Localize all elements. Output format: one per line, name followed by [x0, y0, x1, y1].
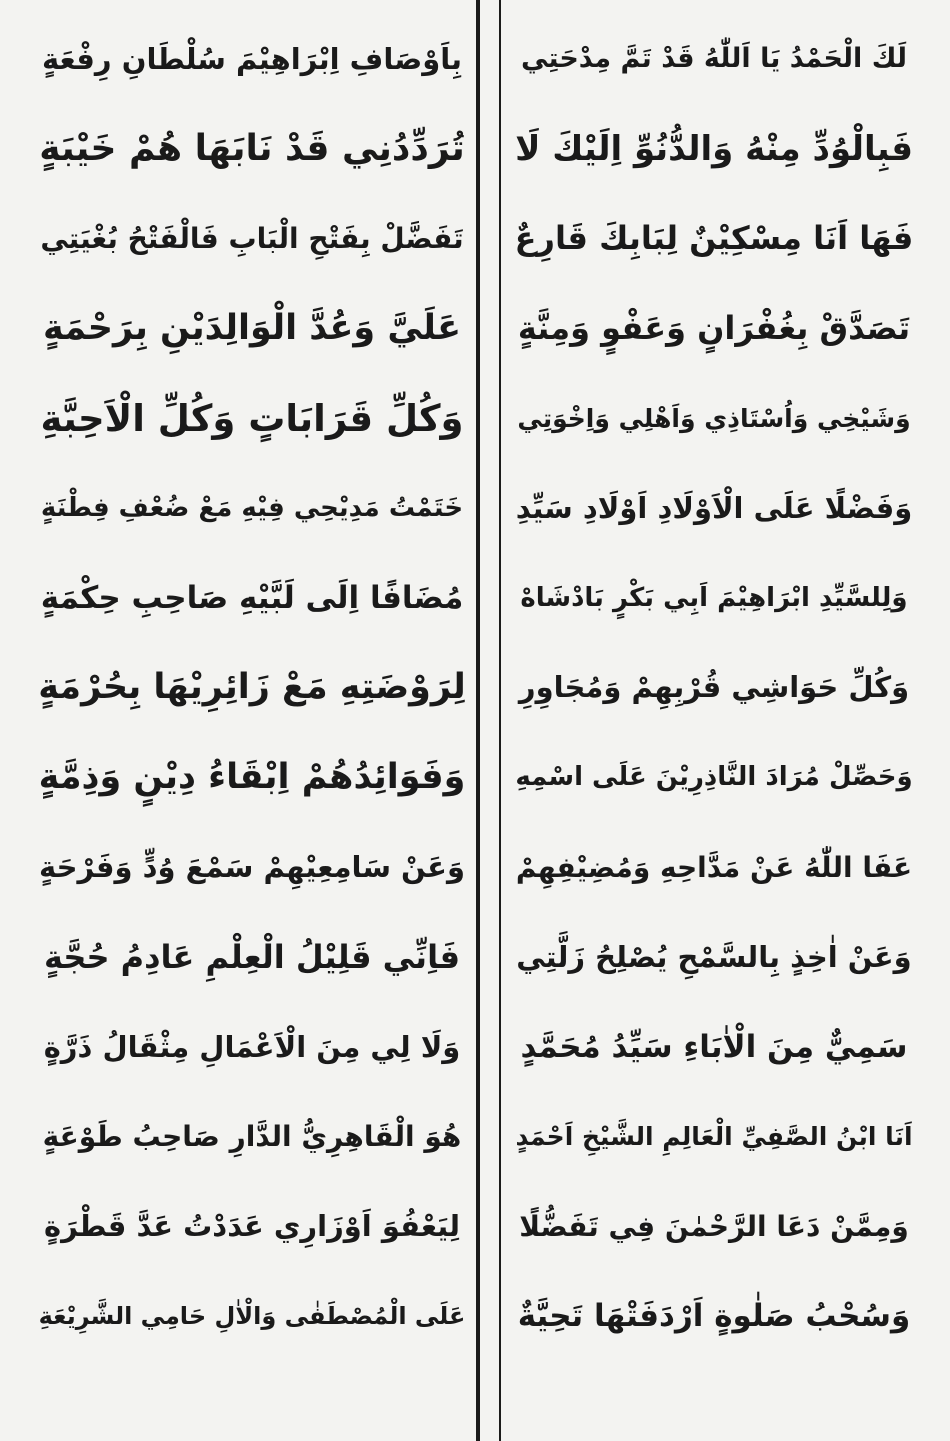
verse-line: تَفَضَّلْ بِفَتْحِ الْبَابِ فَالْفَتْحُ بُغْيَتِي [40, 221, 464, 255]
verse-line: وَعَنْ اٰخِذٍ بِالسَّمْحِ يُصْلِحُ زَلَّتِي [516, 939, 912, 974]
column-divider-rule [499, 0, 501, 1441]
verse-line: وَسُحْبُ صَلٰوةٍ اَرْدَفَتْهَا تَحِيَّةٌ [517, 1298, 911, 1335]
column-divider-rule [476, 0, 480, 1441]
verse-line: مُضَافًا اِلَى لَبَّيْهِ صَاحِبِ حِكْمَةٍ [40, 579, 464, 616]
verse-line: اَنَا ابْنُ الصَّفِيِّ الْعَالِمِ الشَّيْخِ اَحْمَدٍ [515, 1121, 913, 1151]
verse-line: وَمِمَّنْ دَعَا الرَّحْمٰنَ فِي تَفَضُّلًا [519, 1209, 909, 1243]
verse-line: هُوَ الْقَاهِرِيُّ الدَّارِ صَاحِبُ طَوْعَةٍ [42, 1119, 462, 1153]
verse-line: لِيَعْفُوَ اَوْزَارِي عَدَدْتُ عَدَّ قَطْرَةٍ [44, 1209, 460, 1244]
verse-line: فَاِنِّي قَلِيْلُ الْعِلْمِ عَادِمُ حُجَّةٍ [43, 937, 461, 976]
verse-line: عَلَى الْمُصْطَفٰى وَالْاٰلِ حَامِي الشَّرِيْعَةِ [38, 1302, 466, 1331]
left-verse-column [38, 0, 466, 1441]
verse-line: وَشَيْخِي وَاُسْتَاذِي وَاَهْلِي وَاِخْوَتِي [517, 403, 911, 433]
verse-line: وَفَوَائِدُهُمْ اِبْقَاءُ دِيْنٍ وَذِمَّةٍ [38, 757, 466, 798]
verse-line: وَلِلسَّيِّدِ ابْرَاهِيْمَ اَبِي بَكْرٍ بَادْشَاهْ [520, 582, 908, 613]
right-verse-column [515, 0, 913, 1441]
verse-line: فَهَا اَنَا مِسْكِيْنٌ لِبَابِكَ قَارِعٌ [514, 219, 914, 258]
verse-line: فَبِالْوُدِّ مِنْهُ وَالدُّنُوِّ اِلَيْكَ لَا [515, 128, 913, 169]
verse-line: عَفَا اللّٰهُ عَنْ مَدَّاحِهِ وَمُضِيْفِهِمْ [515, 850, 913, 884]
verse-line: سَمِيٌّ مِنَ الْاٰبَاءِ سَيِّدُ مُحَمَّدٍ [520, 1028, 908, 1065]
verse-line: تُرَدِّدُنِي قَدْ نَابَهَا هُمْ خَيْبَةٍ [39, 128, 465, 170]
verse-line: وَفَضْلًا عَلَى الْاَوْلَادِ اَوْلَادِ سَيِّدِ [515, 490, 913, 525]
verse-line: لِرَوْضَتِهِ مَعْ زَائِرِيْهَا بِحُرْمَةٍ [38, 667, 466, 708]
verse-line: وَعَنْ سَامِعِيْهِمْ سَمْعَ وُدٍّ وَفَرْحَةٍ [39, 850, 465, 885]
verse-line: وَكُلِّ قَرَابَاتٍ وَكُلِّ الْاَحِبَّةِ [40, 396, 464, 440]
verse-line: وَكُلِّ حَوَاشِي قُرْبِهِمْ وَمُجَاوِرِ [518, 670, 910, 705]
verse-line: تَصَدَّقْ بِغُفْرَانٍ وَعَفْوٍ وَمِنَّةٍ [517, 309, 911, 348]
verse-line: لَكَ الْحَمْدُ يَا اَللّٰهُ قَدْ تَمَّ مِدْحَتِي [521, 43, 907, 75]
verse-line: عَلَيَّ وَعُدَّ الْوَالِدَيْنِ بِرَحْمَةٍ [43, 308, 461, 349]
verse-line: وَلَا لِي مِنَ الْاَعْمَالِ مِثْقَالُ ذَرَّةٍ [43, 1029, 461, 1064]
verse-line: خَتَمْتُ مَدِيْحِي فِيْهِ مَعْ ضُعْفِ فِطْنَةٍ [40, 492, 464, 523]
verse-line: بِاَوْصَافِ اِبْرَاهِيْمَ سُلْطَانِ رِفْعَةٍ [41, 41, 463, 76]
verse-line: وَحَصِّلْ مُرَادَ النَّاذِرِيْنَ عَلَى اسْمِهِ [515, 762, 913, 793]
